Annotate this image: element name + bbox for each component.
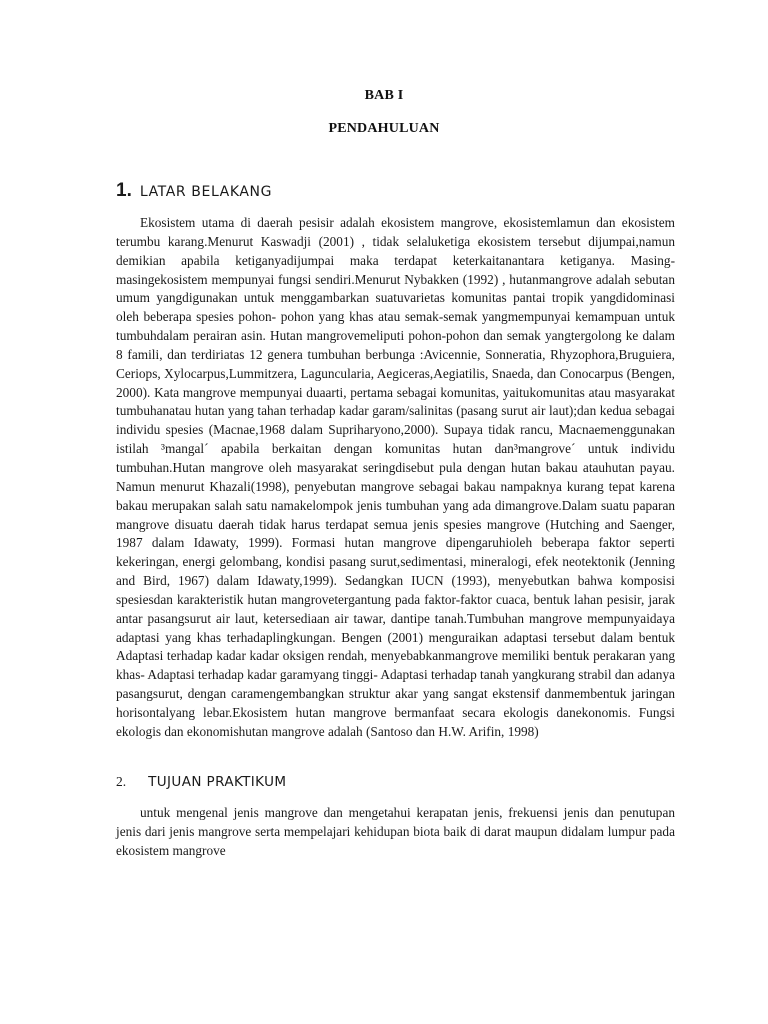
chapter-title: PENDAHULUAN [328,121,440,136]
section-title: TUJUAN PRAKTIKUM [148,774,287,790]
paragraph-latar-belakang: Ekosistem utama di daerah pesisir adalah ekosistem mangrove, ekosistemlamun dan ekosistem terumbu karang.Menurut Kaswadji (2001) , tidak selaluketiga ekosistem tersebut dijumpai,namun demikian apabila ketiganyadijumpai maka terdapat keterkaitanantara ketiganya. Masing-masingekosistem mempunyai fungsi sendiri.Menurut Nybakken (1992) , hutanmangrove adalah sebutan umum yangdigunakan untuk menggambarkan suatuvarietas komunitas pantai tropik yangdidominasi oleh beberapa spesies pohon- pohon yang khas atau semak-semak yangmempunyai kemampuan untuk tumbuhdalam perairan asin. Hutan mangrovemeliputi pohon-pohon dan semak yangtergolong ke dalam 8 famili, dan terdiriatas 12 genera tumbuhan berbunga :Avicennie, Sonneratia, Rhyzophora,Bruguiera, Ceriops, Xylocarpus,Lummitzera, Laguncularia, Aegiceras,Aegiatilis, Snaeda, dan Conocarpus (Bengen, 2000). Kata mangrove mempunyai duaarti, pertama sebagai komunitas, yaitukomunitas atau masyarakat tumbuhanatau hutan yang tahan terhadap kadar garam/salinitas (pasang surut air laut);dan kedua sebagai individu spesies (Macnae,1968 dalam Supriharyono,2000). Supaya tidak rancu, Macnaemenggunakan istilah ³mangal´ apabila berkaitan dengan komunitas hutan dan³mangrove´ untuk individu tumbuhan.Hutan mangrove oleh masyarakat seringdisebut pula dengan hutan bakau atauhutan payau. Namun menurut Khazali(1998), penyebutan mangrove sebagai bakau nampaknya kurang tepat karena bakau merupakan salah satu namakelompok jenis tumbuhan yang ada dimangrove.Dalam suatu paparan mangrove disuatu daerah tidak harus terdapat semua jenis spesies mangrove (Hutching and Saenger, 1987 dalam Idawaty, 1999). Formasi hutan mangrove dipengaruhioleh beberapa faktor seperti kekeringan, energi gelombang, kondisi pasang surut,sedimentasi, mineralogi, efek neotektonik (Jenning and Bird, 1967) dalam Idawaty,1999). Sedangkan IUCN (1993), menyebutkan bahwa komposisi spesiesdan karakteristik hutan mangrovetergantung pada faktor-faktor cuaca, bentuk lahan pesisir, jarak antar pasangsurut air laut, ketersediaan air tawar, dantipe tanah.Tumbuhan mangrove mempunyaidaya adaptasi yang khas terhadaplingkungan. Bengen (2001) menguraikan adaptasi tersebut dalam bentuk Adaptasi terhadap kadar kadar oksigen rendah, menyebabkanmangrove memiliki bentuk perakaran yang khas- Adaptasi terhadap kadar garamyang tinggi- Adaptasi terhadap tanah yangkurang strabil dan adanya pasangsurut, dengan caramengembangkan struktur akar yang sangat ekstensif danmembentuk jaringan horisontalyang lebar.Ekosistem hutan mangrove bermanfaat secara ekologis danekonomis. Fungsi ekologis dan ekonomishutan mangrove adalah (Santoso dan H.W. Arifin, 1998) [116,215,676,739]
section-title: LATAR BELAKANG [139,184,273,200]
section-heading-tujuan-praktikum [116,774,286,790]
section-number: 2. [116,774,127,789]
section-number: 1. [116,180,132,201]
chapter-label: BAB I [364,88,404,103]
section-heading-latar-belakang [116,180,272,202]
paragraph-tujuan-praktikum: untuk mengenal jenis mangrove dan mengetahui kerapatan jenis, frekuensi jenis dan penutupan jenis dari jenis mangrove serta mempelajari kehidupan biota baik di darat maupun didalam lumpur pada ekosistem mangrove [116,805,675,858]
